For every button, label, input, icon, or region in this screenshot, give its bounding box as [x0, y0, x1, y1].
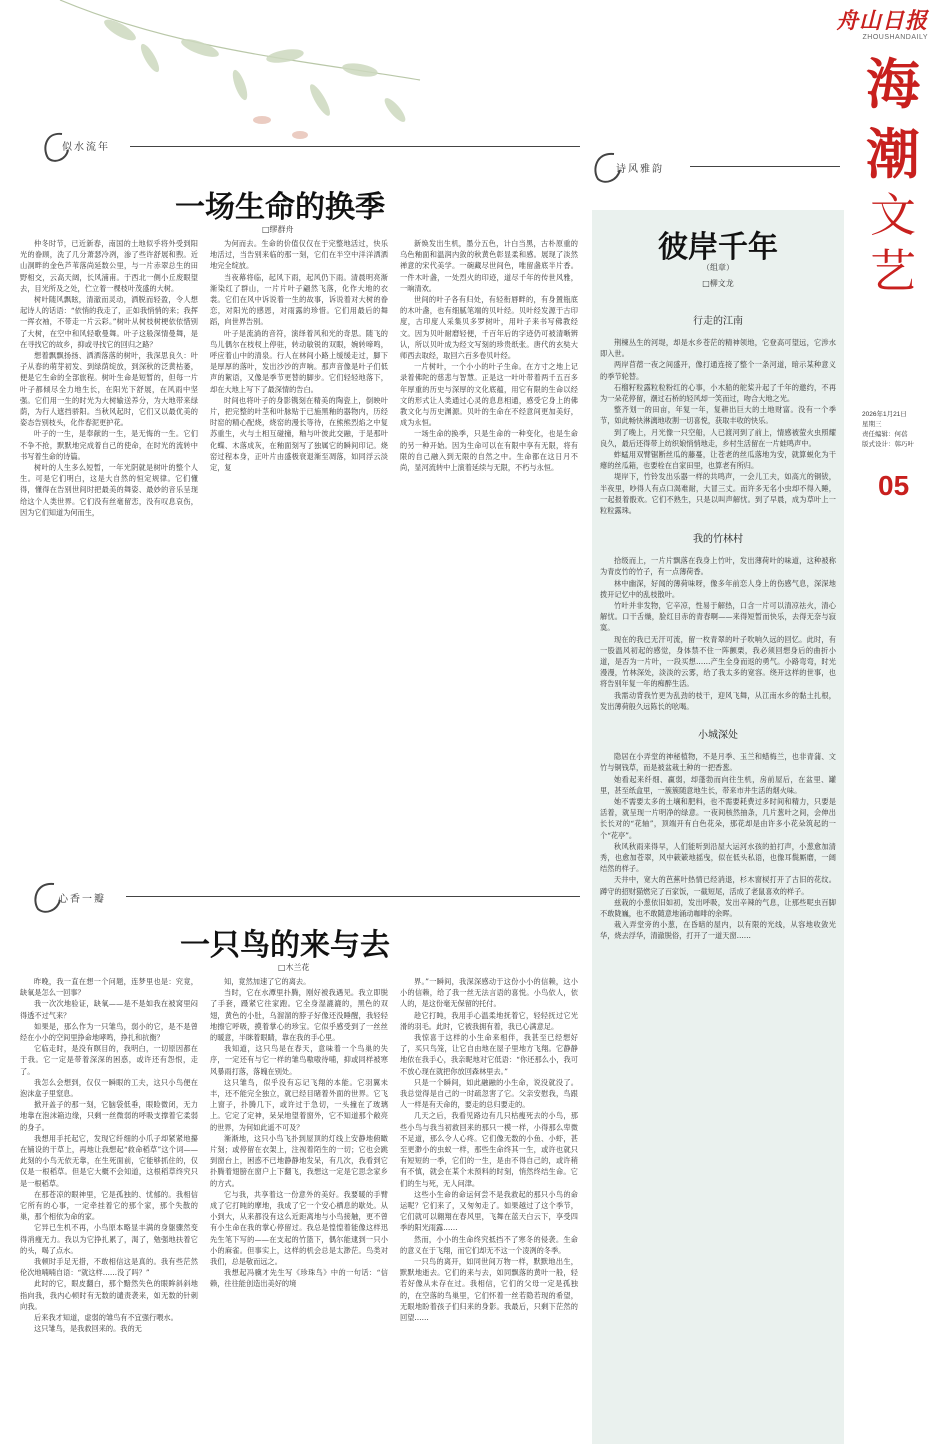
article-b-column-3	[400, 976, 578, 1323]
byline-a: □缪群舟	[262, 225, 294, 234]
paragraph: 竹叶并非发物，它辛凉，性易于解热，口含一片可以清凉祛火，清心解忧。口干舌燥，脸红目赤的青春啊——来得短暂而快乐，去得无奈与寂寞。	[600, 601, 836, 633]
paragraph: 这只雏鸟，是我救回来的。我的无	[34, 1324, 142, 1334]
section-tag-a: 似水流年	[62, 142, 110, 153]
paragraph: 树叶的人生多么短暂，一年光阴就是树叶的整个人生。可是它们明白，这是大自然的恒定规律。它们懂得，懂得在告别世间时把最美的舞姿、最妙的音乐呈现给这个人类世界。它们没有丝毫留恋，没有叹息哀伤，因为它们知道为何而生，	[20, 463, 198, 517]
article-a-column-2	[210, 238, 388, 473]
paragraph: 这只雏鸟，似乎没有忘记飞翔的本能。它羽翼未丰，还不能完全独立，就已经目睹着外面的世界。它飞上窗子，扑腾几下，或许过于急切，一头撞在了玻璃上。它定了定神，呆呆地望着窗外，它不知道那个敞亮的世界，为何如此遥不可及？	[210, 1077, 388, 1132]
paragraph: 界。”一瞬间，我深深感动于这份小小的信赖，这小小的信赖，给了我一丝无法言语的喜悦。小鸟依人，依人的，是这份毫无保留的托付。	[400, 977, 578, 1009]
paragraph: 在那苍凉的眼神里，它是孤独的、忧郁的。我相信它所有的心事，一定牵挂着它的那个家，那个失散的巢，那个相依为命的家。	[20, 1189, 198, 1222]
paragraph: 趁它打盹，我用手心温柔地抚着它，轻轻抚过它光滑的羽毛。此时，它被我拥有着，我已心满意足。	[400, 1010, 578, 1031]
paragraph: 秋风秋雨来得早，人们能听到沿屋大运河水孩的拍打声，小葱愈加清秀，也愈加苍翠，风中簌簌地摇曳，似在低头私语，也像耳鬓厮磨，一阔结然的样子。	[600, 841, 836, 874]
paragraph: 叶子是流淌的音符，演绎着风和光的奇思。随飞的鸟儿偶尔在枝杈上停驻，转动敏锐的双眼，婉转啼鸣，呼应着山中的清泉。行人在林间小路上缓缓走过，脚下是厚厚的落叶，发出沙沙的声响。那声音像是叶子们低声的絮语，又像是季节更替的脚步。它们轻轻地落下，却在大地上写下了最深情的告白。	[210, 328, 388, 394]
paragraph: 她看起来纤细、赢弱，却蓬勃而向往生机，房前屋后，在盆里、罐里，甚至纸盒里，一簇簇随意地生长，带来市井生活的烟火味。	[600, 774, 836, 795]
paragraph: 时间也将叶子的身影镌刻在精美的陶瓷上，倒映叶片，把完整的叶茎和叶脉贴于已施黑釉的器物内，历经时窑的精心配烧，烧窑的漫长等待，在熊熊烈焰之中复苏重生，火与土相互碰撞，釉与叶彼此交融，于是那叶化蝶、木落成灰，在釉面刻写了独属它的瞬间印记。烧窑过程本身，正叶片由盛极衰退渐至凋落，如同浮云淡定，复	[210, 395, 388, 473]
byline-b: □木兰花	[278, 963, 310, 972]
section-rule-a	[130, 146, 580, 147]
paragraph: 我顿时手足无措，不敢相信这是真的。我有些茫然伦次地喃喃自语：“就这样……没了吗？”	[20, 1257, 198, 1278]
byline-c: □柳文龙	[702, 279, 734, 288]
article-title-c: 彼岸千年	[658, 230, 778, 265]
paragraph: 堤岸下，竹铃发出乐器一样的共鸣声，一会儿工夫，如高亢的铜钹，半夜里，吵得人有点口渴难耐，大冒三丈。而许多无名小虫却不得入睡，一起报着骰欢。它们不熟生，只是以叫声解忧。到了早晨，成为草叶上一粒粒露珠。	[600, 472, 836, 516]
paragraph: 一只鸟的离开，如同世间万物一样，默默地出生，默默地逝去。它们的来与去，如同飘落的黄叶一般，轻若好像从未存在过。我相信，它们的父母一定是孤独的，在空落的鸟巢里，它们怀着一丝若隐若现的希望，无眼地盼着孩子们归来的身影。我最后，只剩下茫然的回望……	[400, 1257, 578, 1323]
paragraph: 几天之后，我看见路边有几只枯瘦死去的小鸟，那些小鸟与我当初救回来的那只一模一样，小得那么卑微不足道，那么令人心疼。它们像无数的小鱼、小虾，甚至更渺小的虫蚁一样，那些生命终其一生，或许也就只有短短的一季，它们的一生，是由不得自己的，或许稍有不慎，就会在某个未预料的时刻，悄然终结生命。它们的生与死，无人问津。	[400, 1111, 578, 1188]
paragraph: 仲冬时节，已近新春，南国的土地似乎将外受到阳光的眷顾，洗了几分萧瑟冷冽，渗了些许舒展和煦。近山洞畔的金色芦苇落尚延数公里，与一片赤翠总生的田野相交，云高天阔，长风浦甫。于西北一侧小丘废眼望去，目光所及之处，伫立着一棵枝叶茂盛的大树。	[20, 239, 198, 293]
newspaper-logo	[818, 8, 928, 41]
paragraph: 想着飘飘扬扬、洒洒落落的树叶，我深思良久：叶子从春的萌芽初发、到绿荫绽放，到深秋的泛黄枯萎，便是它生命的全部旅程。树叶生命是短暂的，但每一片叶子都倾尽全力地生长，在阳光下舒展，在风雨中坚强。它们用一生的时光为大树输送养分，为大地带来绿荫，为行人遮挡骄阳。当秋风起时，它们又以最优美的姿态告别枝头，化作春泥更护花。	[20, 351, 198, 428]
paragraph: 她不需要太多的土壤和肥料，也不需要耗费过多时间和精力，只要是活着，就呈现一片明净的绿意。一夜间核然抽条，几片葱叶之间，会伸出长长对的“花轴”，顶端开有白色花朵，那花却是由许多小花朵筑起的一个“花亭”。	[600, 796, 836, 840]
article-a-column-1	[20, 238, 198, 518]
paragraph: 渐渐地，这只小鸟飞扑到屋顶的灯线上安静地俯瞰片刻；或停留在衣架上，注视着陌生的一切；它也会跳到窗台上，困惑不已地静静地发呆，有几次，我看到它扑腾着翅膀在窗户上下翻飞，我想这一定是它思念家乡的方式。	[210, 1133, 388, 1188]
paragraph: 此时的它，眼皮翻白，那个黯然失色的眼眸斜斜地指向我，我内心顿时有无数的谴责袭来，如无数的针刺向我。	[20, 1279, 198, 1311]
article-subtitle-c: （组章）	[702, 263, 734, 272]
paragraph: 掀开盖子的那一刻，它脑袋低垂，眼睑微闭，无力地靠在泡沫箱边缘，只剩一丝微弱的呼吸支撑着它柔弱的身子。	[20, 1100, 198, 1132]
paragraph: 叶子的一生，是奉献的一生，是无悔的一生。它们不争不抢，默默地完成着自己的使命，在时光的流转中书写着生命的诗篇。	[20, 429, 198, 461]
paragraph: 这些小生命的命运何尝不是我救起的那只小鸟的命运呢？它们来了，又匆匆走了。如果越过了这个季节，它们就可以翱翔在春风里，飞舞在蓝天白云下，享受四季的阳光雨露……	[400, 1189, 578, 1233]
paragraph: 荆楝丛生的河堤，却是水乡苍茫的精神领地，它登高可望远，它涉水即入世。	[600, 338, 836, 359]
paragraph: 它异已生机不再，小鸟原本略显丰满的身躯骤然变得消瘦无力。我以为它挣扎累了，渴了，勉强地扶着它的头，喝了点水。	[20, 1223, 198, 1255]
paragraph: 后来我才知道，虚弱的雏鸟有不宜强行喂水。	[34, 1313, 178, 1323]
paragraph: 如果是，那么作为一只雏鸟，弱小的它，是不是曾经在小小的空间里挣命地哮鸣，挣扎和抗衡？	[20, 1021, 198, 1043]
article-b-column-1	[20, 976, 198, 1335]
paragraph: 两岸苜蓿一夜之间盛开，像打通连接了整个一条河道，暗示某种意义的季节轮替。	[600, 360, 836, 381]
issue-date: 2026年1月21日	[862, 411, 907, 418]
paragraph: 兹栽的小葱依旧如初，发出呼吸，发出辛辣的气息，让那些呢虫百脚不敢陇巍，也不敢随意地涌动咖啡的余晖。	[600, 897, 836, 918]
paragraph: 树叶随风飘眩，清澈而灵动，洒脱而轻盈，令人想起诗人的话语：“依悄的我走了，正如我悄悄的来；我挥一挥衣袖，不带走一片云彩。”树叶从树枝树梗依依惜别了大树，在空中和风轻歌曼舞。叶子这般深情曼舞，是在寻找它的故乡，抑或寻找它的回归之路？	[20, 295, 198, 349]
article-b-column-2	[210, 976, 388, 1290]
paragraph: 它临走时，是没有瞑目的，我明白，一切原因都在于我。它一定是带着深深的困惑，或许还有怨恨，走了。	[20, 1044, 198, 1076]
paragraph: 我想起冯骥才先生写《珍珠鸟》中的一句话：“信赖，往往能创造出美好的境	[210, 1268, 388, 1289]
page-title-char-2: 潮	[866, 123, 920, 186]
paragraph: 隐居在小弄堂的神秘植物，不是月季、玉兰和蜡梅兰，也非青蒲、文竹与铜钱草，而是被盆栽土种的一把香葱。	[600, 752, 836, 773]
paragraph: 我想用手托起它，发现它纤细的小爪子却紧紧地攥在铺设的干草上，再地让我想起“救命稻草”这个词——此刻的小鸟无依无靠，在生死面前，它能够抓住的，仅仅是一根稻草。但是它大概不会知道，这根稻草终究只是一根稻草。	[20, 1133, 198, 1188]
paragraph: 到了晚上，月光像一只空船，人已渡河到了前上，情感被萤火虫照耀良久，最后还得带上纺织娘悄悄地走，乡村生活留在一片蛙鸣声中。	[600, 427, 836, 448]
page-number: 05	[878, 470, 910, 501]
article-title-a: 一场生命的换季	[175, 190, 385, 225]
editor-credit: 责任编辑：何蓓	[862, 431, 908, 438]
paragraph: 然而，小小的生命终究抵挡不了寒冬的侵袭。生命的意义在于飞翔，而它们却无不这一个凌冽的冬季。	[400, 1234, 578, 1255]
poem-part-heading: 行走的江南	[693, 316, 743, 327]
page-title-char-4: 艺	[870, 244, 916, 298]
section-rule-c	[690, 166, 840, 167]
logo-en: ZHOUSHANDAILY	[862, 34, 928, 41]
paragraph: 当夜幕将临，起风下雨，起风仍下雨。清晨明亮渐渐染红了群山，一片片叶子翩然飞落，化作大地的衣裳。它们在风中诉说着一生的故事，诉说着对大树的眷恋，对阳光的感恩，对雨露的珍惜。它们用最后的舞蹈，向世界告别。	[210, 272, 388, 327]
paragraph: 为何而去。生命的价值仅仅在于完整地活过，快乐地活过，当告别来临的那一刻，它们在半空中洋洋洒洒地完全绽放。	[210, 239, 388, 271]
paragraph: 蚱蜢用双臂锯断丝瓜的藤蔓，让苍老的丝瓜落地为安，就算蜕化为干瘪的丝瓜箱，也要栓在自家田里，也算老有所归。	[600, 450, 836, 471]
paragraph: 我需动背我竹更为乱劲的枝干，迎风飞舞，从江南水乡的黏土扎根，发出薄荷般久远陈长的吆喝。	[600, 690, 836, 711]
poem-part-heading: 小城深处	[698, 730, 738, 742]
date-info	[862, 410, 936, 450]
section-rule-b	[126, 896, 580, 897]
page-title-char-3: 文	[870, 188, 916, 242]
paragraph: 当时，它在水潭里扑腾，刚好被我遇见。我立即脱了手套，蹑紧它往家跑。它全身湿漉漉的，黑色的双翅，黄色的小肚，乌溜溜的脖子好像还没睡醒，我轻轻地擦它呼吸，摸着掌心的珍宝。它似乎感受到了一丝丝的暖意，半眯着眼睛，靠在我的手心里。	[210, 988, 388, 1043]
paragraph: 只是一个瞬间，如此融融的小生命，说没就没了。我总觉得是自己的一时疏忽害了它。父亲安慰我，鸟跟人一样是有天命的，要走的总归要走的。	[400, 1077, 578, 1110]
paragraph: 它与我，共享着这一份意外的美好。我要暖的手臂成了它打盹的摩地，我成了它一个安心栖息的歇处。从小到大，从来都没有这么近距离地与小鸟接触，更不曾有小生命在我的掌心停留过。我总是惶惶着能像这样迅先生笔下写的——在支起的竹篮下，偶尔能逮到一只小小的麻雀。但事实上，这样的机会总是太渺茫。鸟类对我们，总是敬而远之。	[210, 1189, 388, 1267]
article-a-column-3	[400, 238, 578, 473]
logo-cn: 舟山日报	[835, 8, 928, 34]
paragraph: 一片树叶，一个小小的叶子生命。在方寸之地上记录着佛陀的慈悲与智慧。正是这一叶叶带着两千五百多年厚重的历史与深厚的文化底蕴，用它有限的生命以经文的形式让人类通过心灵的息息相通，感受它身上的佛教文化与历史渊源。贝叶的生命在不经意间更加美好，成为永恒。	[400, 362, 578, 428]
poem-part-heading: 我的竹林村	[693, 534, 743, 546]
paragraph: 我知道，这只鸟是在春天，意味着一个鸟巢的失序，一定还有与它一样的雏鸟嗷嗷待哺，抑或同样被寒风暴雨打落，落魄在别处。	[210, 1044, 388, 1076]
paragraph: 石榴籽粒露粒粒粉红的心事，小木船的舵桨升起了千年的邀约，不再为一朵花停留，潮过石桥的轻风却一笑而过，吻合大地之光。	[600, 382, 836, 404]
paragraph: 新焕发出生机，墨分五色，计白当黑，古朴原重的乌色釉面和温润内敛的秋黄色彰显柔和感。展现了淡然禅意的宋代美学。一碗藏尽世间色，唯留盏底半片香。一件木叶盏，一处烈火的印迹，道尽千年的传世风雅，一晌清欢。	[400, 239, 578, 293]
poem-body	[600, 312, 836, 942]
paragraph: 栽入弄堂旁的小葱，在昏暗的屋内，以有限的光线，从容地收敛光华，烧去浮华，清澈脱俗，打开了一道天窗……	[600, 920, 836, 941]
layout-credit: 版式设计：韩巧叶	[862, 441, 914, 448]
page-title-char-1: 海	[866, 53, 920, 116]
paragraph: 昨晚，我一直在想一个问题，连梦里也是：究竟，缺氧是怎么一回事？	[20, 977, 198, 998]
section-tag-b: 心香一瓣	[58, 894, 106, 905]
paragraph: 天井中，宽大的芭蕉叶热情已经消退，杉木窗棂打开了古旧的花纹。蹲守的招财猫燃完了百家饭，一截短尾，活成了老鼠喜欢的样子。	[600, 875, 836, 896]
paragraph: 我一次次地验证，缺氧——是不是如我在被窝里闷得透不过气来？	[20, 999, 198, 1020]
paragraph: 我惊喜于这样的小生命来相伴，我甚至已经想好了，买只鸟笼，让它自由地在屋子里地方飞翔。它静静地依在我手心，我亲昵地对它低语：“你还那么小，我可不放心现在就把你放回森林里去。”	[400, 1033, 578, 1076]
paragraph: 整齐划一的田亩，年复一年，复耕出巨大的土地财富。没有一个季节，如此畅快淋漓地收割一切喜悦，获取丰收的快乐。	[600, 405, 836, 426]
section-tag-c: 诗风雅韵	[616, 164, 664, 175]
article-title-b: 一只鸟的来与去	[180, 928, 390, 963]
paragraph: 拾级而上，一片片飘落在我身上竹叶，发出薄荷叶的味道，这种被称为青皮竹的竹子，有一点薄荷香。	[600, 556, 836, 577]
paragraph: 现在的我已无汗可流，留一枚青翠的叶子吹响久远的回忆。此时，有一股温风初起的感觉，身体禁不住一阵颤栗，我必须回想身后的曲折小道，是否为一片叶，一段买想……产生全身而返的勇气。小路弯弯，时光漫漫，竹林深处，淡淡的云雾，给了我太多的宽容。绕开这样的世事，也将告别年复一年的痴醉生活。	[600, 634, 836, 689]
paragraph: 我怎么会想到，仅仅一瞬眼的工夫，这只小鸟便在泡沫盒子里窒息。	[20, 1077, 198, 1099]
paragraph: 世间的叶子各有归处，有轻衔唇畔的，有身置瓶底的木叶盏，也有细腻笔端的贝叶经。贝叶经发源于古印度，古印度人采集贝多罗树叶，用叶子来书写佛教经文。因为贝叶耐磨轻便，千百年后的字迹仍可被清晰辨认，所以贝叶成为经文写刻的珍贵纸张。唐代的玄奘大师西去取经，取回六百多卷贝叶经。	[400, 295, 578, 361]
paragraph: 一场生命的换季，只是生命的一种变化，也是生命的另一种开始。因为生命可以在有限中享有无限，将有限的自己融入到无限的自然之中。生命都在这日月不尚，显河流转中上演着延续与无限，不朽与永恒。	[400, 429, 578, 473]
issue-weekday: 星期三	[862, 421, 882, 428]
paragraph: 知，竟然加速了它的离去。	[224, 977, 311, 986]
paragraph: 林中幽深，好闻的薄荷味呀，像多年前恋人身上的伤感气息，深深地拨开记忆中的乱枝散叶。	[600, 578, 836, 599]
